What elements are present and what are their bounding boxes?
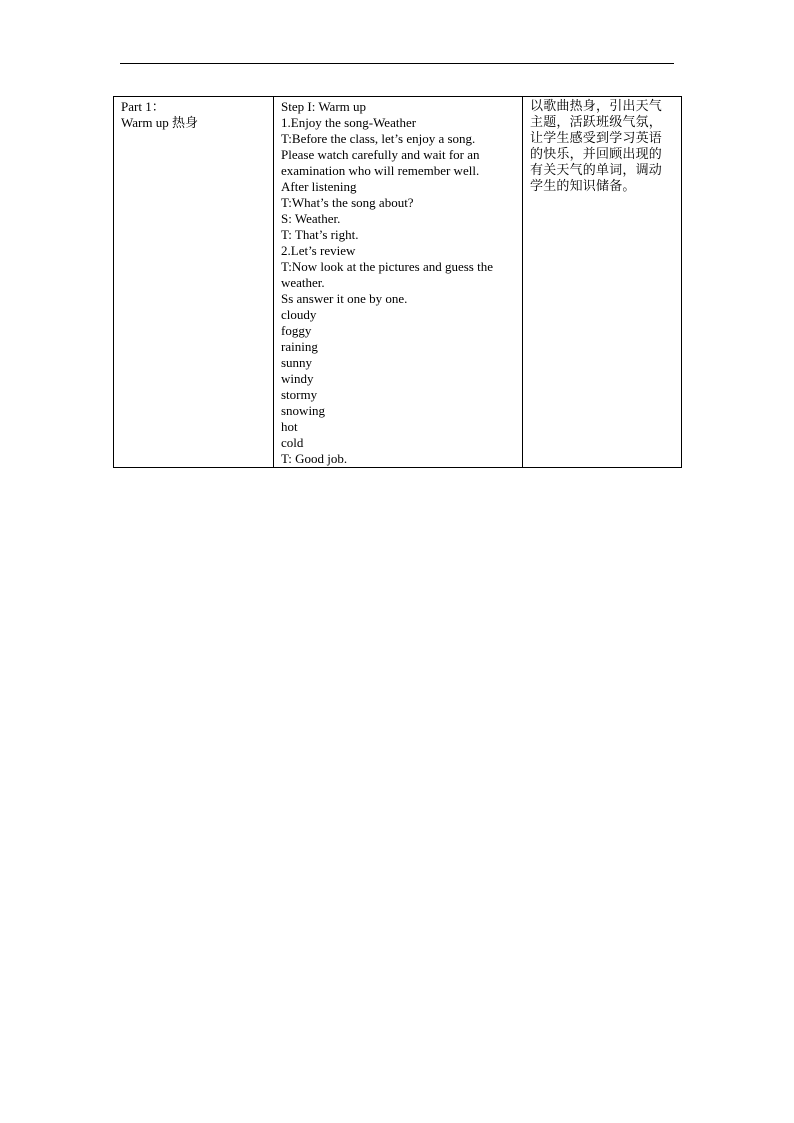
procedure-line: weather. — [281, 275, 325, 290]
procedure-line: stormy — [281, 387, 318, 402]
procedure-line: Please watch carefully and wait for an — [281, 147, 480, 162]
procedure-cell — [274, 97, 523, 468]
lesson-plan-table — [113, 96, 682, 468]
purpose-cell — [523, 97, 682, 468]
procedure-line: windy — [281, 371, 314, 386]
part-label: Part 1： — [121, 99, 165, 114]
purpose-line: 有关天气的单词，调动 — [530, 163, 663, 178]
purpose-line: 让学生感受到学习英语 — [530, 131, 663, 146]
procedure-line: hot — [281, 419, 298, 434]
procedure-line: T:Now look at the pictures and guess the — [281, 259, 493, 274]
procedure-line: T:What’s the song about? — [281, 195, 414, 210]
procedure-line: Ss answer it one by one. — [281, 291, 408, 306]
procedure-line: examination who will remember well. — [281, 163, 480, 178]
procedure-line: S: Weather. — [281, 211, 341, 226]
procedure-line: T:Before the class, let’s enjoy a song. — [281, 131, 476, 146]
procedure-line: snowing — [281, 403, 326, 418]
procedure-line: Step I: Warm up — [281, 99, 367, 114]
procedure-line: 1.Enjoy the song-Weather — [281, 115, 417, 130]
purpose-line: 主题，活跃班级气氛， — [530, 115, 663, 130]
header-rule — [120, 63, 674, 64]
purpose-line: 以歌曲热身，引出天气 — [530, 99, 663, 114]
part-subtitle: Warm up 热身 — [121, 115, 198, 130]
procedure-line: T: Good job. — [281, 451, 348, 466]
procedure-line: sunny — [281, 355, 313, 370]
procedure-line: cloudy — [281, 307, 317, 322]
part-cell — [114, 97, 274, 468]
purpose-line: 的快乐，并回顾出现的 — [530, 147, 663, 162]
procedure-line: foggy — [281, 323, 312, 338]
procedure-line: T: That’s right. — [281, 227, 359, 242]
procedure-line: 2.Let’s review — [281, 243, 356, 258]
table-row — [114, 97, 682, 468]
procedure-line: raining — [281, 339, 318, 354]
purpose-line: 学生的知识储备。 — [530, 179, 636, 194]
procedure-line: cold — [281, 435, 304, 450]
procedure-line: After listening — [281, 179, 357, 194]
